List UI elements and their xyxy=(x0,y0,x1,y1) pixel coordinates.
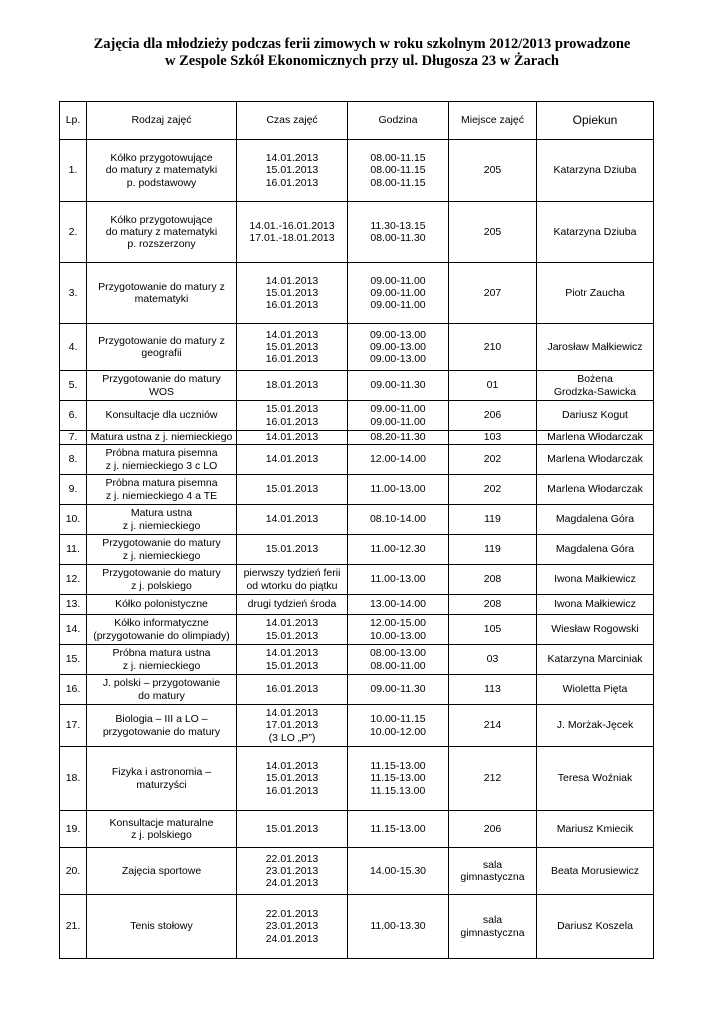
cell-miejsce: 105 xyxy=(449,615,537,645)
cell-czas: 14.01.2013 15.01.2013 xyxy=(237,645,348,675)
cell-godzina: 09.00-11.00 09.00-11.00 09.00-11.00 xyxy=(348,263,449,324)
cell-czas: 14.01.2013 15.01.2013 xyxy=(237,615,348,645)
cell-opiekun: Jarosław Małkiewicz xyxy=(537,324,654,371)
table-row xyxy=(60,811,654,848)
table-row xyxy=(60,475,654,505)
cell-miejsce: 207 xyxy=(449,263,537,324)
cell-opiekun: Katarzyna Marciniak xyxy=(537,645,654,675)
cell-rodzaj: Próbna matura ustna z j. niemieckiego xyxy=(87,645,237,675)
cell-opiekun: Beata Morusiewicz xyxy=(537,848,654,895)
cell-rodzaj: Próbna matura pisemna z j. niemieckiego 3 c LO xyxy=(87,445,237,475)
cell-lp: 17. xyxy=(60,705,87,747)
cell-miejsce: 01 xyxy=(449,371,537,401)
cell-rodzaj: Tenis stołowy xyxy=(87,895,237,959)
cell-godzina: 09.00-13.00 09.00-13.00 09.00-13.00 xyxy=(348,324,449,371)
cell-czas: 22.01.2013 23.01.2013 24.01.2013 xyxy=(237,848,348,895)
cell-opiekun: Dariusz Koszela xyxy=(537,895,654,959)
cell-miejsce: 119 xyxy=(449,505,537,535)
cell-godzina: 11.30-13.15 08.00-11.30 xyxy=(348,202,449,263)
cell-miejsce: 210 xyxy=(449,324,537,371)
table-row xyxy=(60,324,654,371)
cell-lp: 20. xyxy=(60,848,87,895)
cell-czas: 14.01.2013 15.01.2013 16.01.2013 xyxy=(237,324,348,371)
title-line-2: w Zespole Szkół Ekonomicznych przy ul. Długosza 23 w Żarach xyxy=(165,53,559,69)
cell-czas: 14.01.2013 15.01.2013 16.01.2013 xyxy=(237,140,348,202)
header-czas: Czas zajęć xyxy=(237,102,348,140)
cell-godzina: 09.00-11.30 xyxy=(348,371,449,401)
cell-opiekun: Teresa Woźniak xyxy=(537,747,654,811)
cell-lp: 4. xyxy=(60,324,87,371)
cell-lp: 15. xyxy=(60,645,87,675)
table-row xyxy=(60,371,654,401)
cell-miejsce: 119 xyxy=(449,535,537,565)
table-row xyxy=(60,645,654,675)
cell-lp: 16. xyxy=(60,675,87,705)
cell-rodzaj: Biologia – III a LO – przygotowanie do matury xyxy=(87,705,237,747)
cell-miejsce: 206 xyxy=(449,811,537,848)
cell-opiekun: Dariusz Kogut xyxy=(537,401,654,431)
header-miejsce: Miejsce zajęć xyxy=(449,102,537,140)
table-row xyxy=(60,595,654,615)
cell-miejsce: 208 xyxy=(449,565,537,595)
cell-rodzaj: Kółko przygotowujące do matury z matematyki p. podstawowy xyxy=(87,140,237,202)
table-row xyxy=(60,431,654,445)
cell-lp: 7. xyxy=(60,431,87,445)
cell-czas: 15.01.2013 16.01.2013 xyxy=(237,401,348,431)
cell-rodzaj: Przygotowanie do matury WOS xyxy=(87,371,237,401)
cell-opiekun: Mariusz Kmiecik xyxy=(537,811,654,848)
cell-czas: pierwszy tydzień ferii od wtorku do piątku xyxy=(237,565,348,595)
schedule-table xyxy=(59,101,654,959)
cell-opiekun: Marlena Włodarczak xyxy=(537,445,654,475)
cell-lp: 12. xyxy=(60,565,87,595)
table-row xyxy=(60,140,654,202)
cell-godzina: 09.00-11.30 xyxy=(348,675,449,705)
cell-rodzaj: Matura ustna z j. niemieckiego xyxy=(87,431,237,445)
header-opiekun: Opiekun xyxy=(537,102,654,140)
cell-miejsce: sala gimnastyczna xyxy=(449,895,537,959)
cell-rodzaj: Konsultacje maturalne z j. polskiego xyxy=(87,811,237,848)
header-godzina: Godzina xyxy=(348,102,449,140)
table-row xyxy=(60,747,654,811)
table-row xyxy=(60,848,654,895)
cell-czas: 15.01.2013 xyxy=(237,475,348,505)
cell-czas: 22.01.2013 23.01.2013 24.01.2013 xyxy=(237,895,348,959)
cell-godzina: 08.20-11.30 xyxy=(348,431,449,445)
cell-godzina: 13.00-14.00 xyxy=(348,595,449,615)
cell-opiekun: J. Morżak-Jęcek xyxy=(537,705,654,747)
table-row xyxy=(60,675,654,705)
cell-opiekun: Bożena Grodzka-Sawicka xyxy=(537,371,654,401)
cell-opiekun: Marlena Włodarczak xyxy=(537,431,654,445)
cell-opiekun: Wioletta Pięta xyxy=(537,675,654,705)
table-row xyxy=(60,505,654,535)
table-row xyxy=(60,705,654,747)
cell-lp: 5. xyxy=(60,371,87,401)
cell-rodzaj: Kółko przygotowujące do matury z matematyki p. rozszerzony xyxy=(87,202,237,263)
cell-godzina: 12.00-15.00 10.00-13.00 xyxy=(348,615,449,645)
cell-miejsce: 205 xyxy=(449,202,537,263)
cell-rodzaj: Fizyka i astronomia – maturzyści xyxy=(87,747,237,811)
cell-godzina: 10.00-11.15 10.00-12.00 xyxy=(348,705,449,747)
cell-lp: 11. xyxy=(60,535,87,565)
cell-czas: 14.01.2013 xyxy=(237,505,348,535)
table-row xyxy=(60,895,654,959)
cell-rodzaj: Kółko informatyczne (przygotowanie do olimpiady) xyxy=(87,615,237,645)
cell-opiekun: Magdalena Góra xyxy=(537,535,654,565)
cell-rodzaj: Zajęcia sportowe xyxy=(87,848,237,895)
cell-czas: 14.01.-16.01.2013 17.01.-18.01.2013 xyxy=(237,202,348,263)
cell-miejsce: 103 xyxy=(449,431,537,445)
cell-godzina: 11.00-13.30 xyxy=(348,895,449,959)
table-row xyxy=(60,202,654,263)
cell-rodzaj: Konsultacje dla uczniów xyxy=(87,401,237,431)
table-row xyxy=(60,445,654,475)
cell-rodzaj: Przygotowanie do matury z j. niemieckiego xyxy=(87,535,237,565)
cell-miejsce: 212 xyxy=(449,747,537,811)
cell-czas: 16.01.2013 xyxy=(237,675,348,705)
cell-godzina: 11.00-13.00 xyxy=(348,565,449,595)
cell-miejsce: sala gimnastyczna xyxy=(449,848,537,895)
table-body xyxy=(60,140,654,959)
cell-rodzaj: Przygotowanie do matury z j. polskiego xyxy=(87,565,237,595)
cell-lp: 21. xyxy=(60,895,87,959)
cell-lp: 10. xyxy=(60,505,87,535)
cell-miejsce: 202 xyxy=(449,475,537,505)
cell-lp: 14. xyxy=(60,615,87,645)
table-row xyxy=(60,535,654,565)
cell-czas: 15.01.2013 xyxy=(237,535,348,565)
cell-rodzaj: Matura ustna z j. niemieckiego xyxy=(87,505,237,535)
cell-czas: 14.01.2013 xyxy=(237,445,348,475)
cell-lp: 1. xyxy=(60,140,87,202)
cell-czas: 14.01.2013 xyxy=(237,431,348,445)
cell-miejsce: 113 xyxy=(449,675,537,705)
cell-opiekun: Iwona Małkiewicz xyxy=(537,595,654,615)
title-line-1: Zajęcia dla młodzieży podczas ferii zimowych w roku szkolnym 2012/2013 prowadzone xyxy=(93,36,631,52)
cell-lp: 8. xyxy=(60,445,87,475)
table-row xyxy=(60,615,654,645)
cell-godzina: 08.10-14.00 xyxy=(348,505,449,535)
cell-czas: 14.01.2013 15.01.2013 16.01.2013 xyxy=(237,747,348,811)
cell-czas: 14.01.2013 15.01.2013 16.01.2013 xyxy=(237,263,348,324)
cell-lp: 2. xyxy=(60,202,87,263)
cell-godzina: 12.00-14.00 xyxy=(348,445,449,475)
table-row xyxy=(60,263,654,324)
cell-miejsce: 03 xyxy=(449,645,537,675)
cell-rodzaj: Kółko polonistyczne xyxy=(87,595,237,615)
cell-godzina: 08.00-11.15 08.00-11.15 08.00-11.15 xyxy=(348,140,449,202)
cell-opiekun: Piotr Zaucha xyxy=(537,263,654,324)
cell-opiekun: Magdalena Góra xyxy=(537,505,654,535)
cell-rodzaj: Próbna matura pisemna z j. niemieckiego 4 a TE xyxy=(87,475,237,505)
cell-godzina: 11.15-13.00 11.15-13.00 11.15.13.00 xyxy=(348,747,449,811)
cell-miejsce: 205 xyxy=(449,140,537,202)
cell-godzina: 11.00-13.00 xyxy=(348,475,449,505)
document-title xyxy=(0,36,724,70)
cell-godzina: 08.00-13.00 08.00-11.00 xyxy=(348,645,449,675)
cell-lp: 13. xyxy=(60,595,87,615)
cell-godzina: 14.00-15.30 xyxy=(348,848,449,895)
cell-lp: 19. xyxy=(60,811,87,848)
header-rodzaj: Rodzaj zajęć xyxy=(87,102,237,140)
cell-miejsce: 202 xyxy=(449,445,537,475)
cell-lp: 3. xyxy=(60,263,87,324)
cell-czas: drugi tydzień środa xyxy=(237,595,348,615)
cell-opiekun: Wiesław Rogowski xyxy=(537,615,654,645)
cell-rodzaj: Przygotowanie do matury z geografii xyxy=(87,324,237,371)
cell-lp: 18. xyxy=(60,747,87,811)
cell-lp: 6. xyxy=(60,401,87,431)
cell-opiekun: Marlena Włodarczak xyxy=(537,475,654,505)
cell-rodzaj: J. polski – przygotowanie do matury xyxy=(87,675,237,705)
cell-rodzaj: Przygotowanie do matury z matematyki xyxy=(87,263,237,324)
cell-godzina: 11.00-12.30 xyxy=(348,535,449,565)
cell-miejsce: 208 xyxy=(449,595,537,615)
header-lp: Lp. xyxy=(60,102,87,140)
cell-czas: 14.01.2013 17.01.2013 (3 LO „P”) xyxy=(237,705,348,747)
cell-czas: 15.01.2013 xyxy=(237,811,348,848)
cell-czas: 18.01.2013 xyxy=(237,371,348,401)
table-header-row xyxy=(60,102,654,140)
cell-godzina: 09.00-11.00 09.00-11.00 xyxy=(348,401,449,431)
cell-lp: 9. xyxy=(60,475,87,505)
cell-miejsce: 206 xyxy=(449,401,537,431)
cell-opiekun: Katarzyna Dziuba xyxy=(537,202,654,263)
table-row xyxy=(60,401,654,431)
cell-opiekun: Iwona Małkiewicz xyxy=(537,565,654,595)
cell-miejsce: 214 xyxy=(449,705,537,747)
cell-opiekun: Katarzyna Dziuba xyxy=(537,140,654,202)
cell-godzina: 11.15-13.00 xyxy=(348,811,449,848)
table-row xyxy=(60,565,654,595)
